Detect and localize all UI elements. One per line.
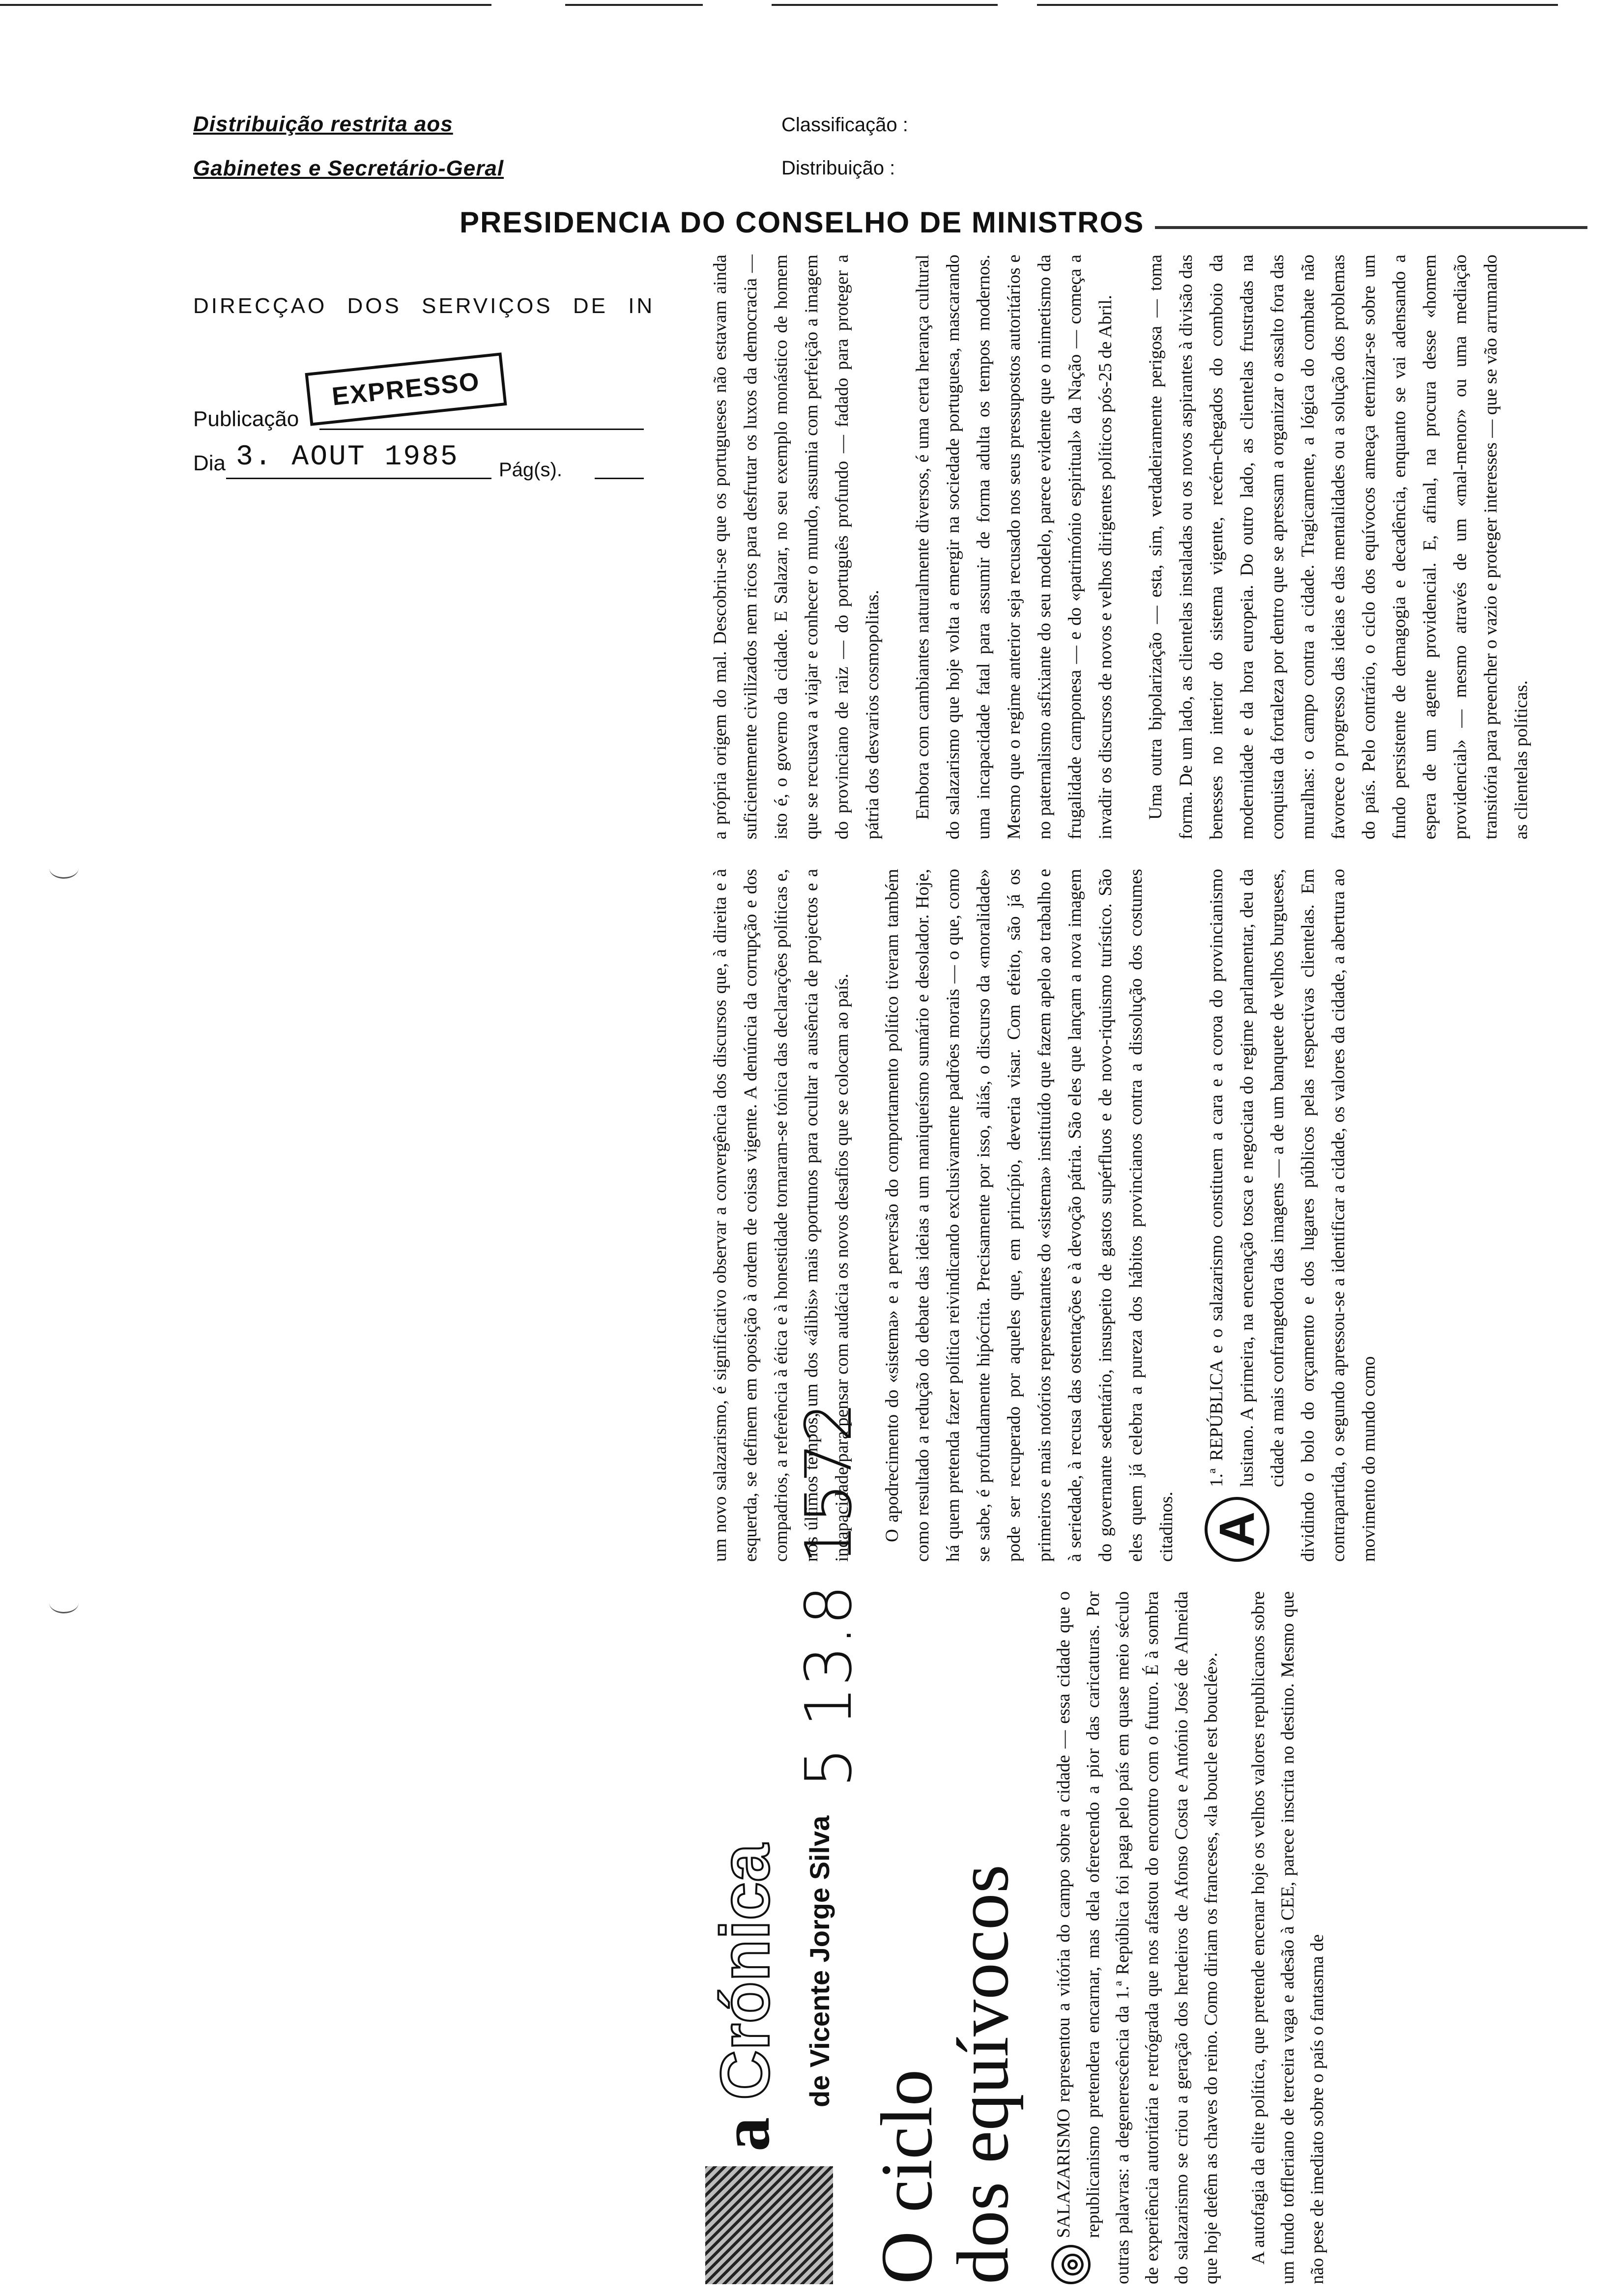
publication-underline [319, 429, 644, 430]
directorate-label: DIRECÇAO DOS SERVIÇOS DE IN [193, 294, 655, 318]
top-edge-line [565, 4, 703, 6]
paragraph-text: SALAZARISMO representou a vitória do campo sobre a cidade — essa cidade que o republicanismo pretendera encarnar, mas dela oferecendo a pior das caricaturas. Por outras palavras: a degenerescência da 1.ª República foi paga pelo país em quase meio século de experiência autoritária e retrógrada que nos afastou do encontro com o futuro. É à sombra do salazarismo se criou a geração dos herdeiros de Afonso Costa e António José de Almeida que hoje detêm as chaves do reino. Como diriam os franceses, «la boucle est bouclée». [1054, 1591, 1221, 2284]
column-kicker [705, 1844, 785, 2152]
top-edge-line [1037, 4, 1558, 6]
margin-mark [49, 1592, 79, 1613]
top-edge-line [0, 4, 491, 6]
paragraph: A autofagia da elite política, que pretende encenar hoje os velhos valores republicanos sobre um fundo toffleriano de terceira vaga e adesão à CEE, parece inscrita no destino. Mesmo que não pese de imediato sobre o país o fantasma de [1248, 1591, 1327, 2284]
publication-label: Publicação [193, 407, 299, 431]
kicker-a: a [708, 2117, 784, 2152]
handwritten-annotation: 5 13.8 1572 [791, 1402, 866, 1788]
distribution-note-line2: Gabinetes e Secretário-Geral [193, 156, 504, 180]
section-dropcap: ◎ [1051, 2245, 1091, 2284]
paragraph-text: 1.ª REPÚBLICA e o salazarismo constituem a cara e a coroa do provincianismo lusitano. A primeira, na encenação tosca e negociata do regime parlamentar, deu da cidade a mais confrangedora das imagens — a de um banquete de velhos burgueses, dividindo o bolo do orçamento e dos lugares públicos pelas respectivas clientelas. Em contrapartida, o segundo apressou-se a identificar a cidade, os valores da cidade, a abertura ao movimento do mundo como [1207, 869, 1379, 1562]
headline-line1: O ciclo [866, 2069, 948, 2284]
paragraph: a própria origem do mal. Descobriu-se que os portugueses não estavam ainda suficientemente civilizados nem ricos para desfrutar os luxos da democracia — isto é, o governo da cidade. E Salazar, no seu exemplo monástico de homem que se recusava a viajar e conhecer o mundo, assumia com perfeição a imagem do provinciano de raiz — do português profundo — fadado para proteger a pátria dos desvarios cosmopolitas. [710, 255, 883, 839]
article-column-1 [1049, 1591, 1350, 2284]
paragraph [1202, 869, 1384, 1562]
paragraph: Uma outra bipolarização — esta, sim, verdadeiramente perigosa — toma forma. De um lado, as clientelas instaladas ou os novos aspirantes à divisão das benesses no interior do sistema vigente, recém-chegados do comboio da modernidade e da hora europeia. Do outro lado, as clientelas frustradas na conquista da fortaleza por dentro que se apressam a organizar o assalto fora das muralhas: o campo contra a cidade. Tragicamente, a lógica do combate não favorece o progresso das ideias e das mentalidades ou a solução dos problemas do país. Pelo contrário, o ciclo dos equívocos ameaça eternizar-se sobre um fundo persistente de demagogia e decadência, enquanto se vai adensando a espera de um agente providencial. E, afinal, na procura desse «homem providencial» — mesmo através de um «mal-menor» ou uma mediação transitória para preencher o vazio e proteger interesses — que se vão arrumando as clientelas políticas. [1146, 255, 1531, 839]
paragraph: O apodrecimento do «sistema» e a perversão do comportamento político tiveram também como resultado a redução do debate das ideias a um maniqueísmo sumário e desolador. Hoje, há quem pretenda fazer política reivindicando exclusivamente padrões morais — o que, como se sabe, é profundamente hipócrita. Precisamente por isso, aliás, o discurso da «moralidade» pode ser recuperado por aqueles que, em princípio, deveria visar. Com efeito, são já os primeiros e mais notórios representantes do «sistema» instituído que fazem apelo ao trabalho e à seriedade, à recusa das ostentações e à devoção pátria. São eles que lançam a nova imagem do governante sedentário, insuspeito de gastos supérfluos e de novo-riquismo turístico. São eles quem já celebra a pureza dos hábitos provincianos contra a dissolução dos costumes citadinos. [882, 869, 1177, 1562]
dropcap-a: A [1205, 1497, 1269, 1562]
day-underline [226, 478, 491, 479]
article-column-2 [705, 869, 1404, 1562]
article-column-3 [705, 255, 1556, 839]
classification-label: Classificação : [781, 114, 908, 136]
author-photo [705, 2166, 833, 2284]
paragraph: Embora com cambiantes naturalmente diversos, é uma certa herança cultural do salazarismo que hoje volta a emergir na sociedade portuguesa, mascarando uma incapacidade fatal para assumir de forma adulta os tempos modernos. Mesmo que o regime anterior seja recusado nos seus pressupostos autoritários e no paternalismo asfixiante do seu modelo, parece evidente que o mimetismo da frugalidade camponesa — e do «património espiritual» da Nação — começa a invadir os discursos de novos e velhos dirigentes políticos pós-25 de Abril. [913, 255, 1116, 839]
kicker-cronica: Crónica [706, 1843, 783, 2100]
paragraph [1049, 1591, 1226, 2284]
day-label: Dia [193, 451, 226, 475]
expresso-stamp: EXPRESSO [305, 352, 507, 426]
newspaper-clipping [705, 255, 1612, 2284]
distribution-note-line1: Distribuição restrita aos [193, 112, 453, 136]
pages-underline [595, 478, 644, 479]
headline-line2: dos equívocos [942, 1864, 1024, 2284]
author-byline: de Vicente Jorge Silva [804, 1815, 835, 2107]
paragraph: um novo salazarismo, é significativo observar a convergência dos discursos que, à direita e à esquerda, se definem em oposição à ordem de coisas vigente. A denúncia da corrupção e dos compadrios, a referência à ética e à honestidade tornaram-se tónica das declarações políticas e, nos últimos tempos, um dos «álibis» mais oportunos para ocultar a ausência de projectos e a incapacidade para pensar com audácia os novos desafios que se colocam ao país. [710, 869, 852, 1562]
day-value: 3. AOUT 1985 [236, 441, 459, 473]
pages-label: Pág(s). [499, 459, 562, 481]
title-rule [1155, 226, 1587, 229]
distribution-label: Distribuição : [781, 157, 895, 179]
page-title: PRESIDENCIA DO CONSELHO DE MINISTROS [460, 206, 1145, 239]
margin-mark [49, 858, 79, 879]
top-edge-line [772, 4, 998, 6]
